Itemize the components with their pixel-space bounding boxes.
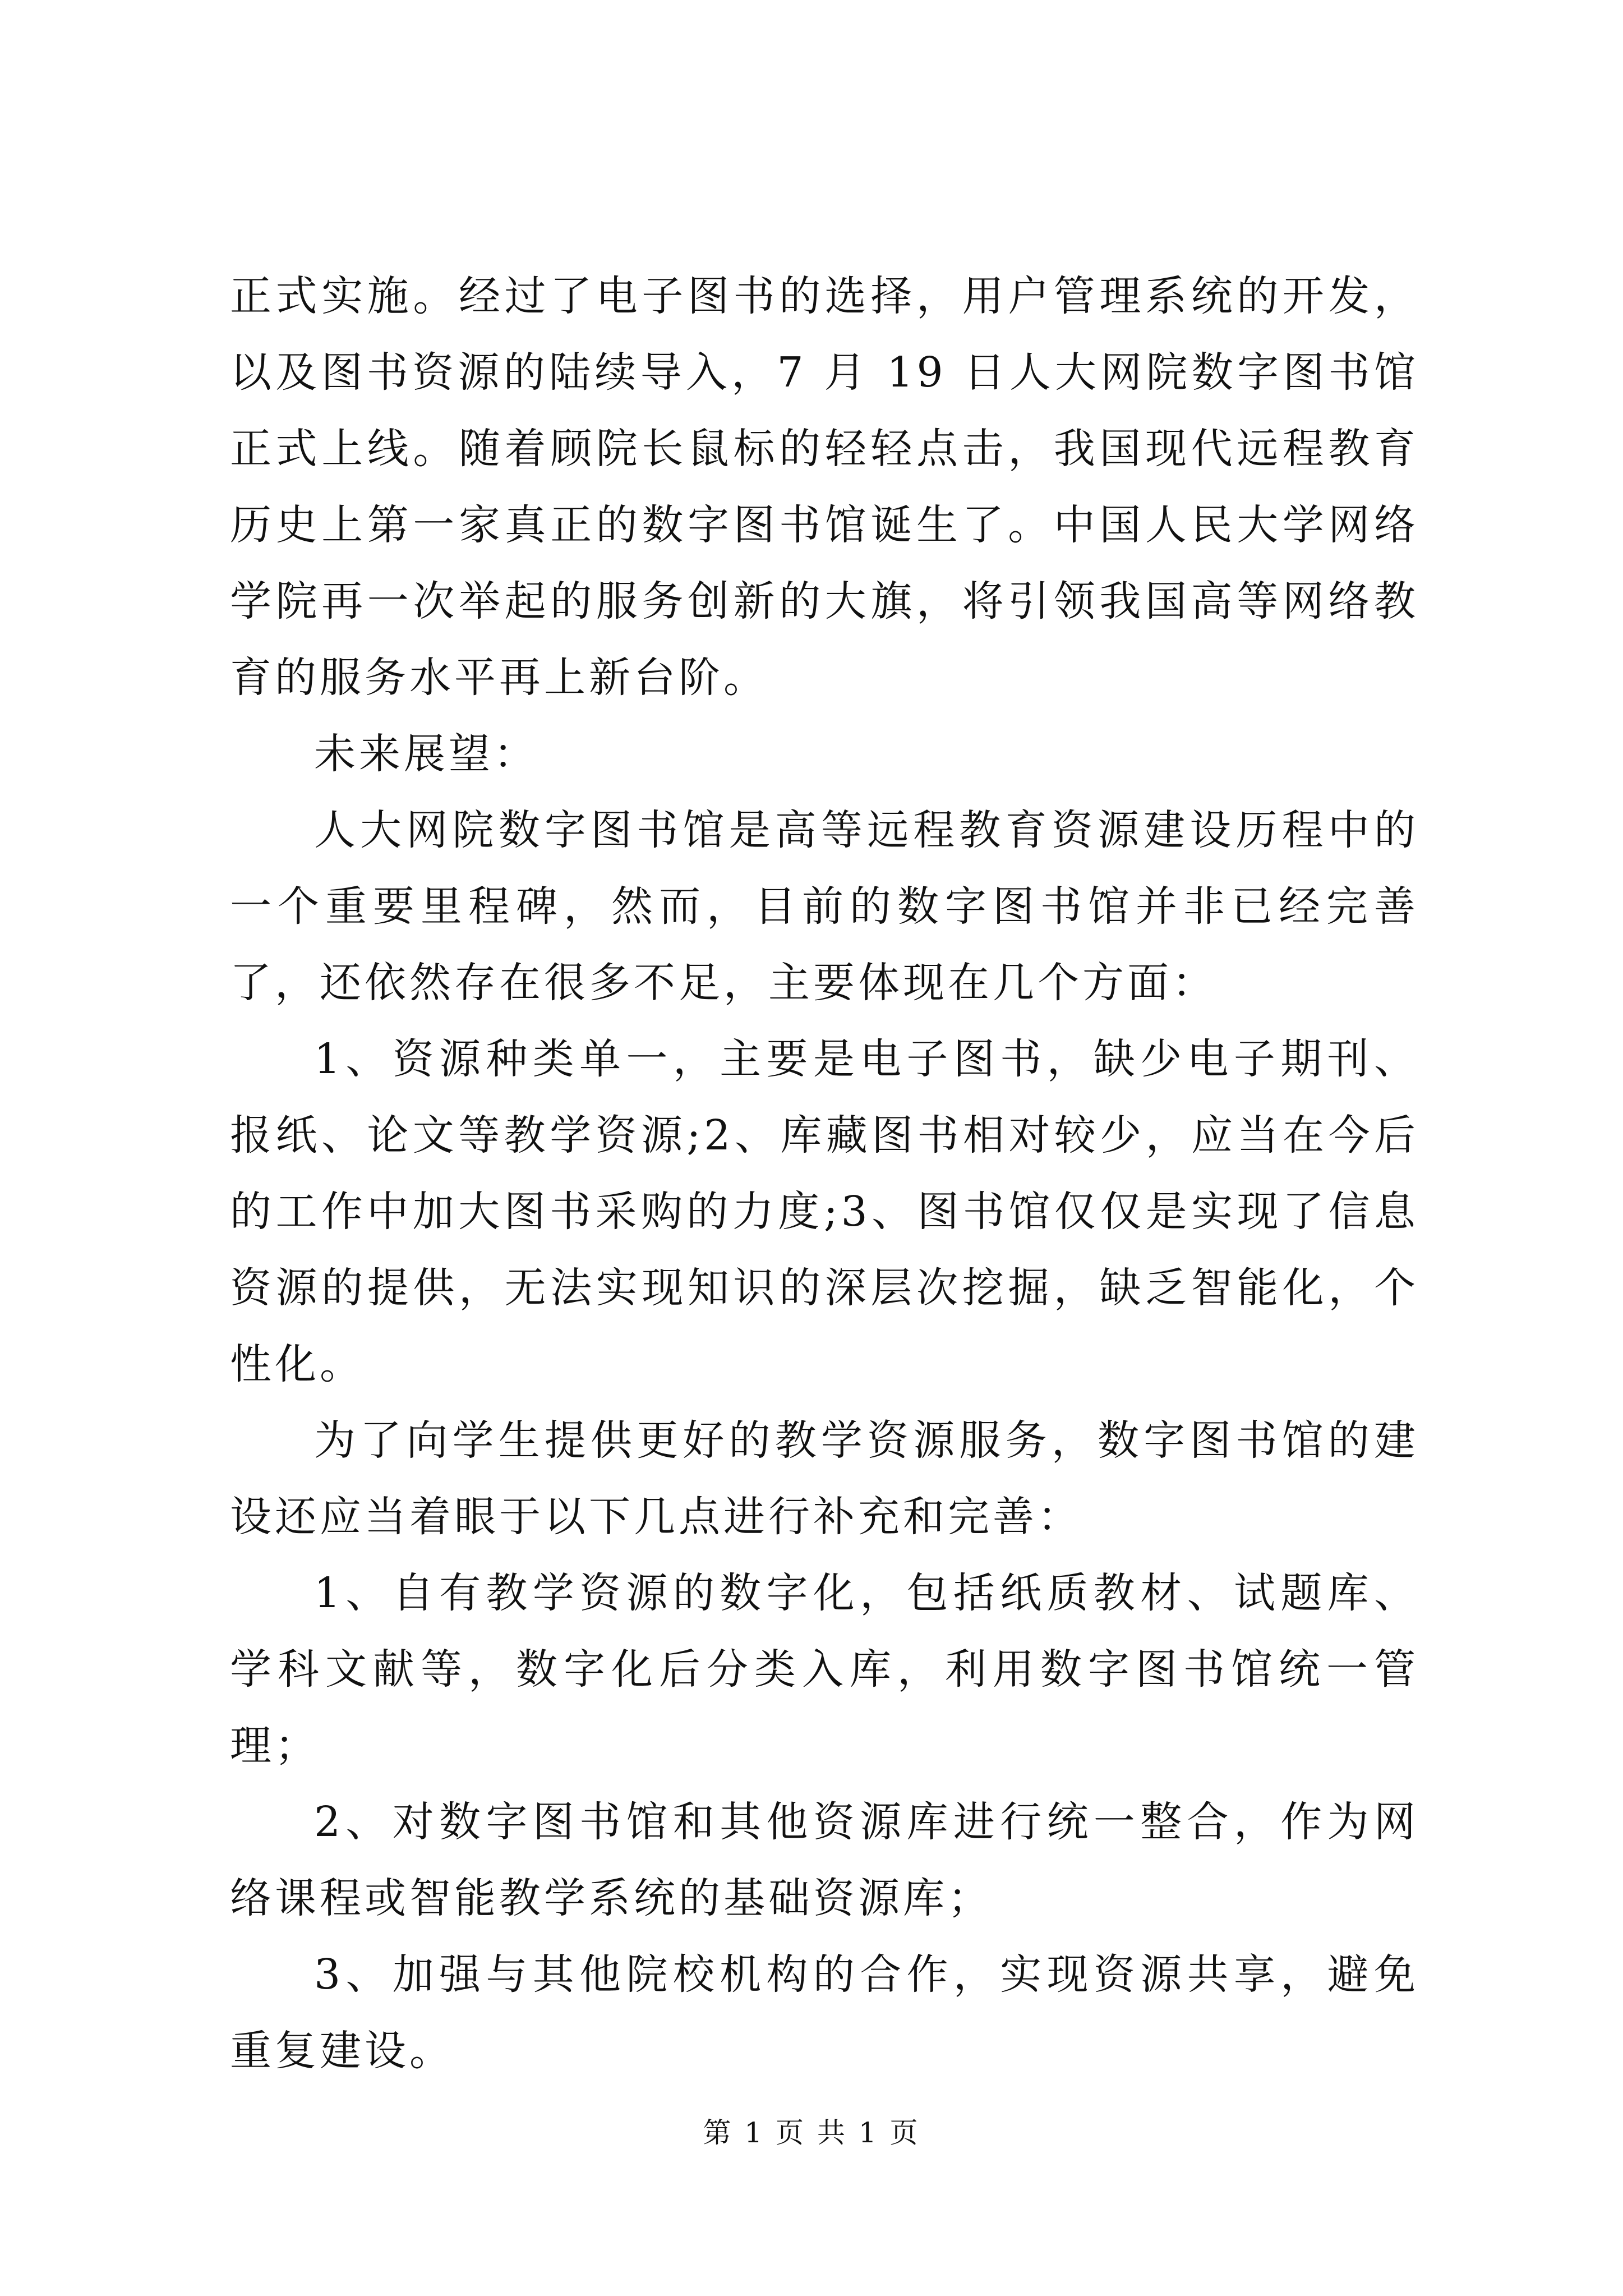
paragraph-milestone: 人大网院数字图书馆是高等远程教育资源建设历程中的一个重要里程碑，然而，目前的数字图书馆并非已经完善了，还依然存在很多不足，主要体现在几个方面： [230, 806, 1419, 1007]
page-number-footer: 第 1 页 共 1 页 [703, 2116, 920, 2149]
list-item-cooperation: 3、加强与其他院校机构的合作，实现资源共享，避免重复建设。 [230, 1950, 1419, 2075]
paragraph-shortcomings: 1、资源种类单一，主要是电子图书，缺少电子期刊、报纸、论文等教学资源;2、库藏图书相对较少，应当在今后的工作中加大图书采购的力度;3、图书馆仅仅是实现了信息资源的提供，无法实现知识的深层次挖掘，缺乏智能化，个性化。 [230, 1035, 1419, 1388]
paragraph-improvements-intro: 为了向学生提供更好的教学资源服务，数字图书馆的建设还应当着眼于以下几点进行补充和完善： [230, 1416, 1419, 1541]
list-item-digitization: 1、自有教学资源的数字化，包括纸质教材、试题库、学科文献等，数字化后分类入库，利用数字图书馆统一管理； [230, 1569, 1419, 1770]
document-body [230, 258, 1419, 2089]
list-item-integration: 2、对数字图书馆和其他资源库进行统一整合，作为网络课程或智能教学系统的基础资源库； [230, 1798, 1419, 1922]
paragraph-intro-continuation: 正式实施。经过了电子图书的选择，用户管理系统的开发，以及图书资源的陆续导入，7 月 19 日人大网院数字图书馆正式上线。随着顾院长鼠标的轻轻点击，我国现代远程教育历史上第一家真正的数字图书馆诞生了。中国人民大学网络学院再一次举起的服务创新的大旗，将引领我国高等网络教育的服务水平再上新台阶。 [230, 272, 1419, 702]
heading-future-outlook: 未来展望： [314, 730, 538, 778]
